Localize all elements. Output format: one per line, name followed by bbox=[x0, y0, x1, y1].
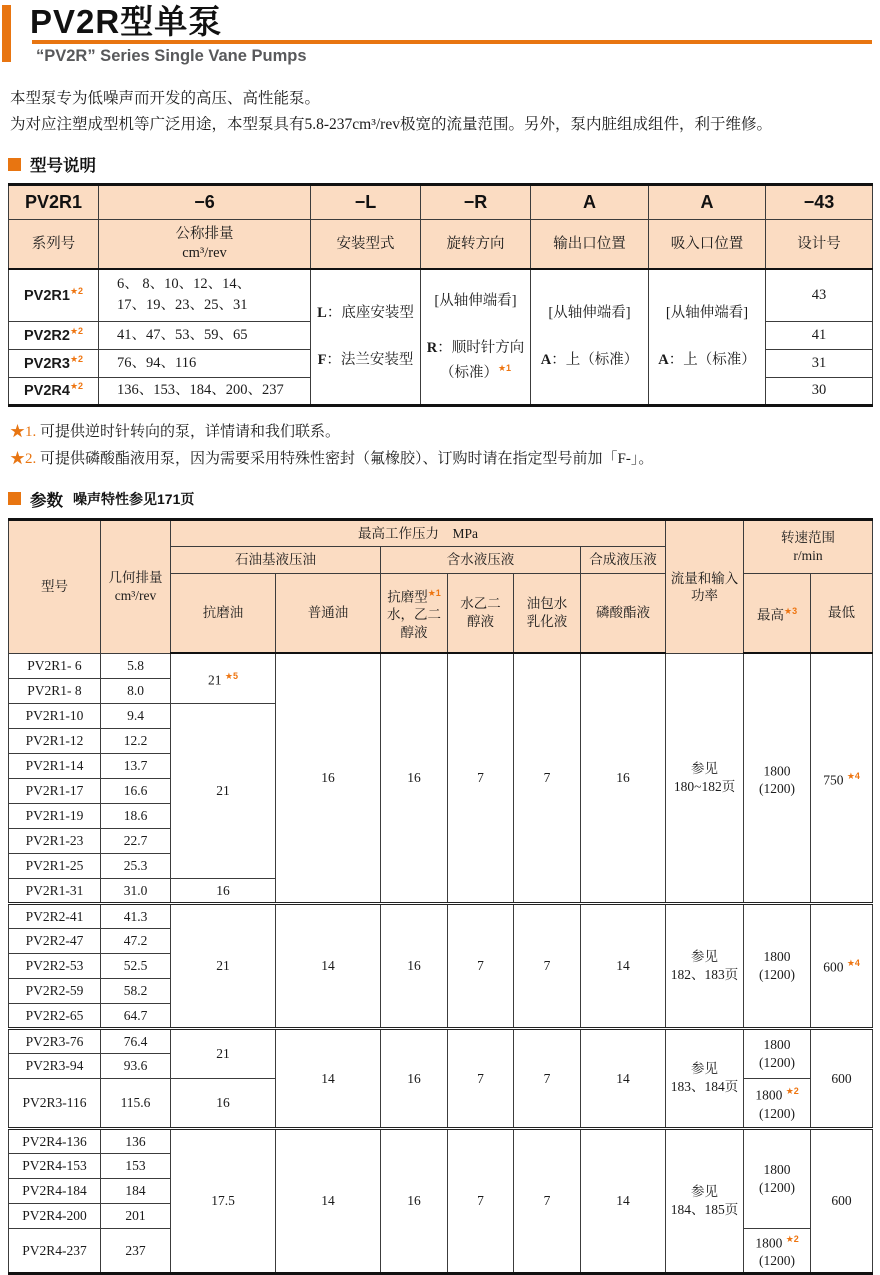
min-speed-cell: 600 bbox=[811, 1128, 873, 1273]
footnote-2-text: 可提供磷酸酯液用泵，因为需要采用特殊性密封（氟橡胶）、订购时请在指定型号前加「F-」。 bbox=[40, 450, 654, 467]
model-cell: PV2R2-59 bbox=[9, 978, 101, 1003]
table-row bbox=[9, 1128, 873, 1153]
accent-bar bbox=[2, 5, 11, 62]
disp-cell: 93.6 bbox=[101, 1053, 171, 1078]
section-square-icon bbox=[8, 492, 21, 505]
series-name: PV2R1 bbox=[23, 287, 70, 304]
title-rule bbox=[32, 40, 872, 44]
value: 1800 bbox=[755, 1235, 783, 1251]
max-speed-cell bbox=[744, 1028, 811, 1078]
antiwear-oil-cell: 16 bbox=[171, 878, 276, 903]
intro-paragraph bbox=[10, 86, 870, 138]
series-cell bbox=[9, 349, 99, 377]
max-speed-line-2: (1200) bbox=[759, 1179, 796, 1195]
label-series: 系列号 bbox=[9, 220, 99, 270]
label-displacement-unit: cm³/rev bbox=[182, 245, 227, 261]
header-ordinary-oil: 普通油 bbox=[276, 573, 381, 653]
phosphate-cell: 14 bbox=[581, 1028, 666, 1128]
antiwear-oil-cell: 16 bbox=[171, 1078, 276, 1128]
max-speed-cell bbox=[744, 653, 811, 903]
table-row bbox=[9, 903, 873, 928]
model-cell: PV2R4-200 bbox=[9, 1203, 101, 1228]
model-cell: PV2R4-136 bbox=[9, 1128, 101, 1153]
antiwear-glycol-cell: 16 bbox=[381, 1028, 448, 1128]
intro-line-1: 本型泵专为低噪声而开发的高压、高性能泵。 bbox=[10, 90, 321, 107]
displacement-cell bbox=[99, 269, 311, 321]
footnote-1 bbox=[10, 419, 880, 446]
header-speed-range bbox=[744, 519, 873, 573]
header-speed-unit: r/min bbox=[793, 547, 823, 563]
disp-cell: 16.6 bbox=[101, 778, 171, 803]
header-min-speed: 最低 bbox=[811, 573, 873, 653]
model-cell: PV2R1-31 bbox=[9, 878, 101, 903]
model-cell: PV2R4-153 bbox=[9, 1153, 101, 1178]
mount-type-cell bbox=[311, 269, 421, 405]
mount-option-l bbox=[313, 303, 418, 323]
phosphate-cell: 16 bbox=[581, 653, 666, 903]
disp-cell: 52.5 bbox=[101, 953, 171, 978]
header-antiwear-glycol bbox=[381, 573, 448, 653]
footnote-2 bbox=[10, 446, 880, 473]
inlet-stack bbox=[651, 303, 763, 370]
max-speed-cell bbox=[744, 1078, 811, 1128]
disp-cell: 47.2 bbox=[101, 928, 171, 953]
displacement-line-1: 6、 8、10、12、14、 bbox=[117, 276, 252, 293]
series-cell bbox=[9, 377, 99, 405]
ow-emulsion-cell: 7 bbox=[514, 1128, 581, 1273]
ordinary-oil-cell: 14 bbox=[276, 1028, 381, 1128]
model-cell: PV2R4-237 bbox=[9, 1228, 101, 1273]
outlet-stack bbox=[533, 303, 646, 370]
rotation-text: ：顺时针方向 bbox=[437, 339, 525, 356]
max-speed-line-2: (1200) bbox=[759, 1105, 796, 1121]
footnote-mark: ★4 bbox=[846, 958, 860, 969]
antiwear-glycol-cell: 16 bbox=[381, 653, 448, 903]
max-speed-cell bbox=[744, 1228, 811, 1273]
outlet-key: A bbox=[540, 352, 552, 369]
max-speed-line-1 bbox=[746, 1230, 808, 1253]
param-section-note: 噪声特性参见171页 bbox=[73, 490, 195, 507]
page-title: PV2R型单泵 bbox=[30, 3, 223, 40]
model-cell: PV2R1- 6 bbox=[9, 653, 101, 678]
footnote-mark: ★4 bbox=[846, 770, 860, 781]
model-cell: PV2R2-47 bbox=[9, 928, 101, 953]
footnote-1-mark: ★1. bbox=[10, 423, 37, 440]
flow-ref-cell bbox=[666, 903, 744, 1028]
antiwear-oil-cell: 21 bbox=[171, 1028, 276, 1078]
series-footnote-mark: ★2 bbox=[69, 285, 84, 296]
inlet-key: A bbox=[658, 352, 669, 369]
displacement-cell: 41、47、53、59、65 bbox=[99, 321, 311, 349]
header-water-glycol-1: 水乙二 bbox=[460, 595, 501, 611]
max-speed-cell bbox=[744, 903, 811, 1028]
header-antiwear-oil: 抗磨油 bbox=[171, 573, 276, 653]
max-speed-line-2: (1200) bbox=[759, 1054, 796, 1070]
header-antiwear-glycol-3: 醇液 bbox=[400, 625, 428, 640]
series-footnote-mark: ★2 bbox=[69, 381, 84, 392]
max-speed-line-2: (1200) bbox=[759, 781, 796, 796]
label-inlet: 吸入口位置 bbox=[649, 220, 766, 270]
disp-cell: 237 bbox=[101, 1228, 171, 1273]
mount-option-f bbox=[313, 350, 418, 370]
code-cell-series: PV2R1 bbox=[9, 185, 99, 220]
header-petroleum-oils: 石油基液压油 bbox=[171, 546, 381, 573]
mount-key-l: L bbox=[317, 305, 327, 322]
disp-cell: 25.3 bbox=[101, 853, 171, 878]
model-cell: PV2R1-25 bbox=[9, 853, 101, 878]
max-speed-line-2: (1200) bbox=[759, 966, 796, 982]
flow-ref-line-2: 182、183页 bbox=[670, 966, 739, 982]
value: 21 bbox=[208, 672, 222, 688]
flow-ref-line-2: 183、184页 bbox=[670, 1079, 739, 1094]
ordinary-oil-cell: 14 bbox=[276, 903, 381, 1028]
header-ow-emulsion-1: 油包水 bbox=[526, 595, 568, 611]
inlet-position-cell bbox=[649, 269, 766, 405]
code-cell-mount: −L bbox=[311, 185, 421, 220]
header-flow-power: 流量和输入功率 bbox=[666, 519, 744, 653]
design-number-cell: 30 bbox=[766, 377, 873, 405]
flow-ref-line-2: 184、185页 bbox=[670, 1201, 739, 1217]
displacement-line-2: 17、19、23、25、31 bbox=[117, 297, 248, 314]
flow-ref-line-1: 参见 bbox=[691, 1061, 719, 1076]
max-speed-line-2: (1200) bbox=[759, 1253, 796, 1269]
value: 600 bbox=[823, 959, 844, 975]
header-model: 型号 bbox=[9, 519, 101, 653]
max-speed-line-1 bbox=[746, 758, 808, 781]
flow-ref-line-1: 参见 bbox=[691, 760, 719, 776]
min-speed-cell bbox=[811, 653, 873, 903]
code-cell-inlet: A bbox=[649, 185, 766, 220]
min-speed-cell bbox=[811, 903, 873, 1028]
water-glycol-cell: 7 bbox=[448, 1128, 514, 1273]
label-displacement-cn: 公称排量 bbox=[175, 226, 234, 242]
phosphate-cell: 14 bbox=[581, 903, 666, 1028]
disp-cell: 8.0 bbox=[101, 678, 171, 703]
footnote-1-text: 可提供逆时针转向的泵，详情请和我们联系。 bbox=[40, 423, 341, 440]
model-cell: PV2R1-17 bbox=[9, 778, 101, 803]
code-cell-disp: −6 bbox=[99, 185, 311, 220]
antiwear-oil-cell: 21 bbox=[171, 703, 276, 878]
design-number-cell: 43 bbox=[766, 269, 873, 321]
disp-cell: 64.7 bbox=[101, 1003, 171, 1028]
inlet-standard bbox=[651, 350, 763, 370]
table-row bbox=[9, 269, 873, 321]
header-phosphate-ester: 磷酸酯液 bbox=[581, 573, 666, 653]
inlet-text: ：上（标准） bbox=[668, 352, 756, 369]
model-designation-table bbox=[8, 183, 873, 407]
mount-text-l: ：底座安装型 bbox=[326, 305, 414, 322]
antiwear-oil-cell: 21 bbox=[171, 903, 276, 1028]
model-cell: PV2R1-12 bbox=[9, 728, 101, 753]
disp-cell: 5.8 bbox=[101, 653, 171, 678]
disp-cell: 115.6 bbox=[101, 1078, 171, 1128]
code-cell-design: −43 bbox=[766, 185, 873, 220]
label-outlet: 输出口位置 bbox=[531, 220, 649, 270]
header-antiwear-glycol-2: 水，乙二 bbox=[387, 607, 441, 622]
outlet-position-cell bbox=[531, 269, 649, 405]
param-section-heading bbox=[8, 487, 880, 511]
disp-cell: 18.6 bbox=[101, 803, 171, 828]
water-glycol-cell: 7 bbox=[448, 1028, 514, 1128]
ordinary-oil-cell: 16 bbox=[276, 653, 381, 903]
header-displacement-unit: cm³/rev bbox=[114, 587, 157, 603]
series-cell bbox=[9, 321, 99, 349]
disp-cell: 31.0 bbox=[101, 878, 171, 903]
disp-cell: 184 bbox=[101, 1178, 171, 1203]
model-label-row bbox=[9, 220, 873, 270]
inlet-view-note: [从轴伸端看] bbox=[665, 305, 749, 322]
header-speed-cn: 转速范围 bbox=[781, 529, 836, 545]
max-speed-line-1: 1800 bbox=[763, 948, 791, 964]
param-section-title: 参数 bbox=[30, 491, 63, 510]
rotation-cell bbox=[421, 269, 531, 405]
disp-cell: 22.7 bbox=[101, 828, 171, 853]
ow-emulsion-cell: 7 bbox=[514, 653, 581, 903]
displacement-cell: 76、94、116 bbox=[99, 349, 311, 377]
design-number-cell: 41 bbox=[766, 321, 873, 349]
disp-cell: 153 bbox=[101, 1153, 171, 1178]
footnote-2-mark: ★2. bbox=[10, 450, 37, 467]
page-header bbox=[0, 0, 880, 66]
flow-ref-cell bbox=[666, 653, 744, 903]
model-cell: PV2R1-23 bbox=[9, 828, 101, 853]
series-footnote-mark: ★2 bbox=[69, 353, 84, 364]
mount-key-f: F bbox=[317, 352, 327, 369]
flow-ref-line-2: 180~182页 bbox=[673, 778, 736, 794]
header-water-glycol bbox=[448, 573, 514, 653]
model-cell: PV2R2-65 bbox=[9, 1003, 101, 1028]
model-cell: PV2R1-10 bbox=[9, 703, 101, 728]
header-max-speed-mark: ★3 bbox=[784, 605, 798, 616]
rotation-stack bbox=[423, 291, 528, 383]
max-speed-line-1: 1800 bbox=[763, 1036, 791, 1052]
model-cell: PV2R2-53 bbox=[9, 953, 101, 978]
ow-emulsion-cell: 7 bbox=[514, 1028, 581, 1128]
label-mount: 安装型式 bbox=[311, 220, 421, 270]
antiwear-oil-cell bbox=[171, 653, 276, 703]
max-speed-line-1 bbox=[746, 1082, 808, 1105]
disp-cell: 13.7 bbox=[101, 753, 171, 778]
antiwear-glycol-cell: 16 bbox=[381, 1128, 448, 1273]
model-code-row bbox=[9, 185, 873, 220]
header-antiwear-glycol-mark: ★1 bbox=[427, 587, 441, 598]
series-footnote-mark: ★2 bbox=[69, 325, 84, 336]
header-max-pressure: 最高工作压力 MPa bbox=[171, 519, 666, 546]
antiwear-glycol-cell: 16 bbox=[381, 903, 448, 1028]
design-number-cell: 31 bbox=[766, 349, 873, 377]
rotation-standard bbox=[423, 338, 528, 383]
param-header-row-1 bbox=[9, 519, 873, 546]
outlet-view-note: [从轴伸端看] bbox=[548, 305, 631, 322]
series-name: PV2R4 bbox=[23, 382, 70, 399]
rotation-standard-note: （标准） bbox=[439, 364, 498, 381]
header-max-speed bbox=[744, 573, 811, 653]
footnotes bbox=[10, 419, 880, 473]
disp-cell: 41.3 bbox=[101, 903, 171, 928]
flow-ref-line-1: 参见 bbox=[691, 1183, 719, 1199]
disp-cell: 9.4 bbox=[101, 703, 171, 728]
value: 750 bbox=[823, 772, 844, 787]
disp-cell: 201 bbox=[101, 1203, 171, 1228]
disp-cell: 58.2 bbox=[101, 978, 171, 1003]
code-cell-outlet: A bbox=[531, 185, 649, 220]
header-water-fluids: 含水液压液 bbox=[381, 546, 581, 573]
code-cell-rotation: −R bbox=[421, 185, 531, 220]
rotation-footnote-mark: ★1 bbox=[497, 362, 512, 373]
disp-cell: 76.4 bbox=[101, 1028, 171, 1053]
antiwear-oil-cell: 17.5 bbox=[171, 1128, 276, 1273]
flow-ref-cell bbox=[666, 1128, 744, 1273]
parameters-table bbox=[8, 518, 873, 1275]
header-displacement bbox=[101, 519, 171, 653]
footnote-mark: ★5 bbox=[224, 671, 238, 681]
header-displacement-cn: 几何排量 bbox=[108, 569, 163, 585]
rotation-view-note: [从轴伸端看] bbox=[434, 292, 517, 309]
mount-text-f: ：法兰安装型 bbox=[326, 352, 414, 369]
model-cell: PV2R4-184 bbox=[9, 1178, 101, 1203]
label-displacement bbox=[99, 220, 311, 270]
model-cell: PV2R2-41 bbox=[9, 903, 101, 928]
section-square-icon bbox=[8, 158, 21, 171]
table-row bbox=[9, 1028, 873, 1053]
footnote-mark: ★2 bbox=[785, 1233, 799, 1244]
header-max-speed-text: 最高 bbox=[757, 607, 784, 622]
phosphate-cell: 14 bbox=[581, 1128, 666, 1273]
model-cell: PV2R1- 8 bbox=[9, 678, 101, 703]
outlet-standard bbox=[533, 350, 646, 370]
model-cell: PV2R3-76 bbox=[9, 1028, 101, 1053]
flow-ref-cell bbox=[666, 1028, 744, 1128]
header-antiwear-glycol-text: 抗磨型 bbox=[387, 589, 428, 604]
model-cell: PV2R1-14 bbox=[9, 753, 101, 778]
model-cell: PV2R3-94 bbox=[9, 1053, 101, 1078]
header-ow-emulsion bbox=[514, 573, 581, 653]
max-speed-cell bbox=[744, 1128, 811, 1228]
header-water-glycol-2: 醇液 bbox=[467, 613, 494, 629]
mount-type-stack bbox=[313, 303, 418, 370]
intro-line-2: 为对应注塑成型机等广泛用途，本型泵具有5.8-237cm³/rev极宽的流量范围。另外，泵内脏组成组件，利于维修。 bbox=[10, 116, 772, 133]
page-subtitle: “PV2R” Series Single Vane Pumps bbox=[36, 47, 307, 65]
ordinary-oil-cell: 14 bbox=[276, 1128, 381, 1273]
header-synthetic-fluids: 合成液压液 bbox=[581, 546, 666, 573]
max-speed-line-1: 1800 bbox=[763, 1161, 791, 1177]
ow-emulsion-cell: 7 bbox=[514, 903, 581, 1028]
flow-ref-line-1: 参见 bbox=[691, 948, 719, 964]
model-cell: PV2R3-116 bbox=[9, 1078, 101, 1128]
value: 1800 bbox=[763, 763, 791, 778]
series-name: PV2R2 bbox=[23, 327, 70, 344]
model-cell: PV2R1-19 bbox=[9, 803, 101, 828]
header-ow-emulsion-2: 乳化液 bbox=[526, 613, 568, 629]
water-glycol-cell: 7 bbox=[448, 653, 514, 903]
disp-cell: 136 bbox=[101, 1128, 171, 1153]
model-section-title: 型号说明 bbox=[30, 157, 96, 175]
min-speed-cell: 600 bbox=[811, 1028, 873, 1128]
value: 1800 bbox=[755, 1087, 783, 1103]
disp-cell: 12.2 bbox=[101, 728, 171, 753]
header-antiwear-glycol-1 bbox=[383, 584, 445, 607]
table-row bbox=[9, 653, 873, 678]
label-design: 设计号 bbox=[766, 220, 873, 270]
series-cell bbox=[9, 269, 99, 321]
footnote-mark: ★2 bbox=[785, 1086, 799, 1097]
series-name: PV2R3 bbox=[23, 355, 70, 372]
model-section-heading bbox=[8, 152, 880, 176]
water-glycol-cell: 7 bbox=[448, 903, 514, 1028]
rotation-key: R bbox=[426, 339, 438, 356]
label-rotation: 旋转方向 bbox=[421, 220, 531, 270]
outlet-text: ：上（标准） bbox=[551, 352, 639, 369]
displacement-cell: 136、153、184、200、237 bbox=[99, 377, 311, 405]
